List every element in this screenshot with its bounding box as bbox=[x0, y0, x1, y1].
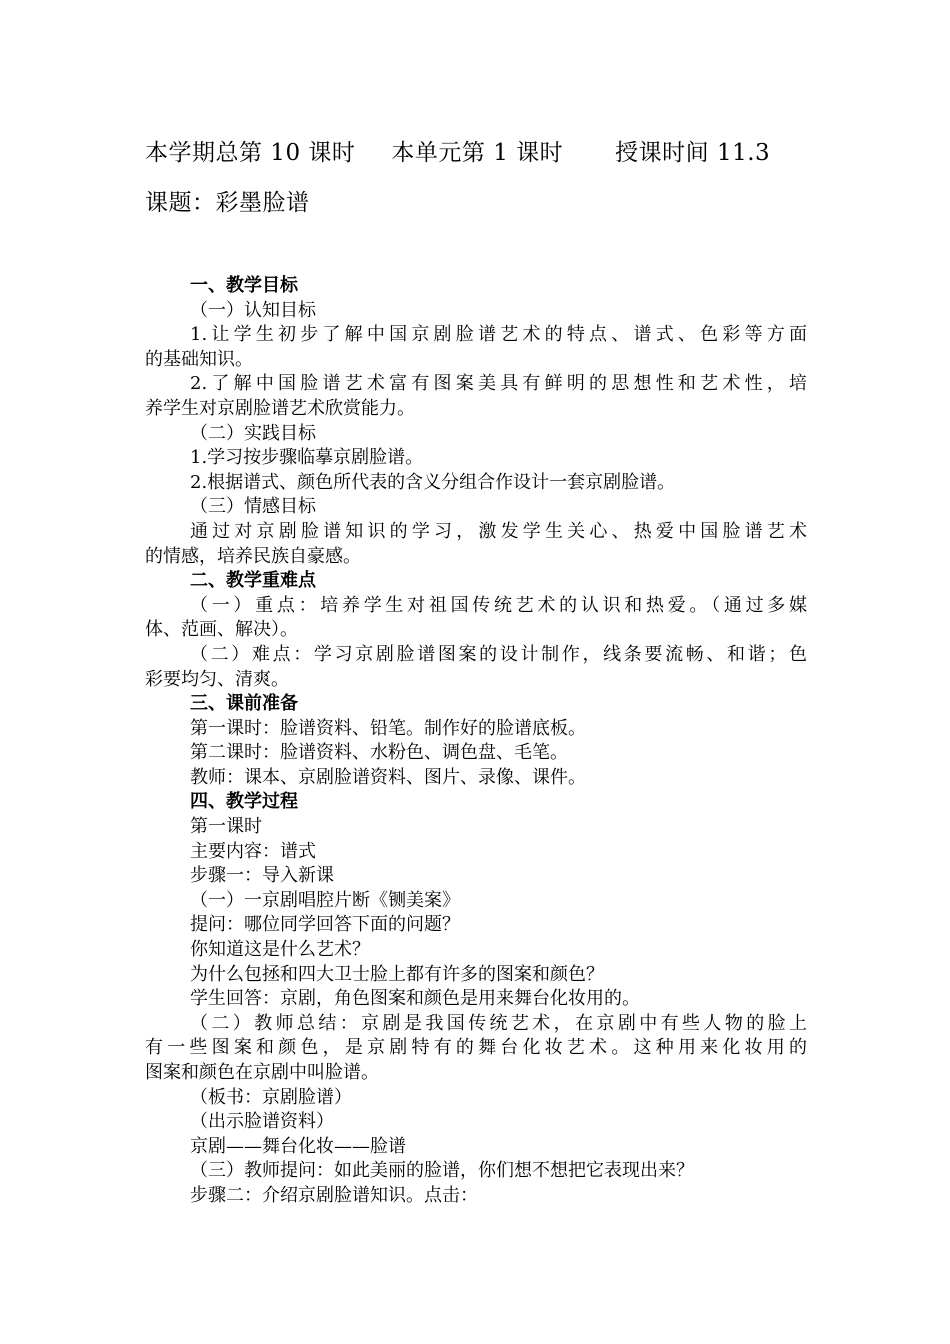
text-line: （一）重点：培养学生对祖国传统艺术的认识和热爱。（通过多媒 bbox=[190, 594, 807, 616]
text-line: 彩要均匀、清爽。 bbox=[145, 668, 289, 690]
text-line: 步骤二：介绍京剧脸谱知识。点击： bbox=[190, 1184, 478, 1206]
text-line: （出示脸谱资料） bbox=[190, 1111, 334, 1133]
text-line: 1.学习按步骤临摹京剧脸谱。 bbox=[190, 447, 424, 469]
text-line: 主要内容：谱式 bbox=[190, 840, 316, 862]
section-heading: 三、课前准备 bbox=[190, 693, 298, 715]
section-heading: 一、教学目标 bbox=[190, 275, 298, 296]
text-line: 的情感，培养民族自豪感。 bbox=[145, 545, 361, 567]
total-lesson-count: 本学期总第 10 课时 bbox=[145, 140, 356, 166]
text-line: （三）情感目标 bbox=[190, 496, 316, 518]
text-line: 第一课时：脸谱资料、铅笔。制作好的脸谱底板。 bbox=[190, 717, 586, 739]
section-heading: 二、教学重难点 bbox=[190, 570, 316, 592]
text-line: （二）教师总结：京剧是我国传统艺术，在京剧中有些人物的脸上 bbox=[190, 1012, 807, 1034]
text-line: 第二课时：脸谱资料、水粉色、调色盘、毛笔。 bbox=[190, 742, 568, 764]
teaching-time: 授课时间 11.3 bbox=[615, 140, 771, 166]
text-line: 1.让学生初步了解中国京剧脸谱艺术的特点、谱式、色彩等方面 bbox=[190, 324, 807, 346]
text-line: （一）一京剧唱腔片断《铡美案》 bbox=[190, 889, 460, 911]
text-line: （二）实践目标 bbox=[190, 422, 316, 444]
text-line: 步骤一：导入新课 bbox=[190, 865, 334, 887]
text-line: 养学生对京剧脸谱艺术欣赏能力。 bbox=[145, 397, 415, 419]
text-line: 学生回答：京剧，角色图案和颜色是用来舞台化妆用的。 bbox=[190, 988, 640, 1010]
text-line: 2.根据谱式、颜色所代表的含义分组合作设计一套京剧脸谱。 bbox=[190, 471, 676, 493]
text-line: 有一些图案和颜色，是京剧特有的舞台化妆艺术。这种用来化妆用的 bbox=[145, 1037, 807, 1059]
text-line: （板书：京剧脸谱） bbox=[190, 1086, 352, 1108]
text-line: 的基础知识。 bbox=[145, 348, 253, 370]
text-line: 2.了解中国脸谱艺术富有图案美具有鲜明的思想性和艺术性，培 bbox=[190, 373, 807, 395]
text-line: 第一课时 bbox=[190, 816, 262, 838]
text-line: （二）难点：学习京剧脸谱图案的设计制作，线条要流畅、和谐；色 bbox=[190, 643, 807, 665]
unit-lesson-count: 本单元第 1 课时 bbox=[391, 140, 564, 166]
text-line: （三）教师提问：如此美丽的脸谱，你们想不想把它表现出来？ bbox=[190, 1160, 694, 1182]
text-line: 体、范画、解决）。 bbox=[145, 619, 298, 641]
lesson-header bbox=[145, 134, 770, 167]
text-line: 教师：课本、京剧脸谱资料、图片、录像、课件。 bbox=[190, 766, 586, 788]
text-line: （一）认知目标 bbox=[190, 299, 316, 321]
lesson-plan-body bbox=[145, 274, 807, 1209]
text-line: 你知道这是什么艺术？ bbox=[190, 939, 370, 961]
text-line: 为什么包拯和四大卫士脸上都有许多的图案和颜色？ bbox=[190, 963, 604, 985]
text-line: 提问：哪位同学回答下面的问题？ bbox=[190, 914, 460, 936]
text-line: 图案和颜色在京剧中叫脸谱。 bbox=[145, 1062, 379, 1083]
text-line: 通过对京剧脸谱知识的学习，激发学生关心、热爱中国脸谱艺术 bbox=[190, 520, 807, 542]
text-line: 京剧——舞台化妆——脸谱 bbox=[190, 1135, 406, 1157]
section-heading: 四、教学过程 bbox=[190, 791, 298, 813]
lesson-subject: 课题：彩墨脸谱 bbox=[145, 190, 310, 216]
